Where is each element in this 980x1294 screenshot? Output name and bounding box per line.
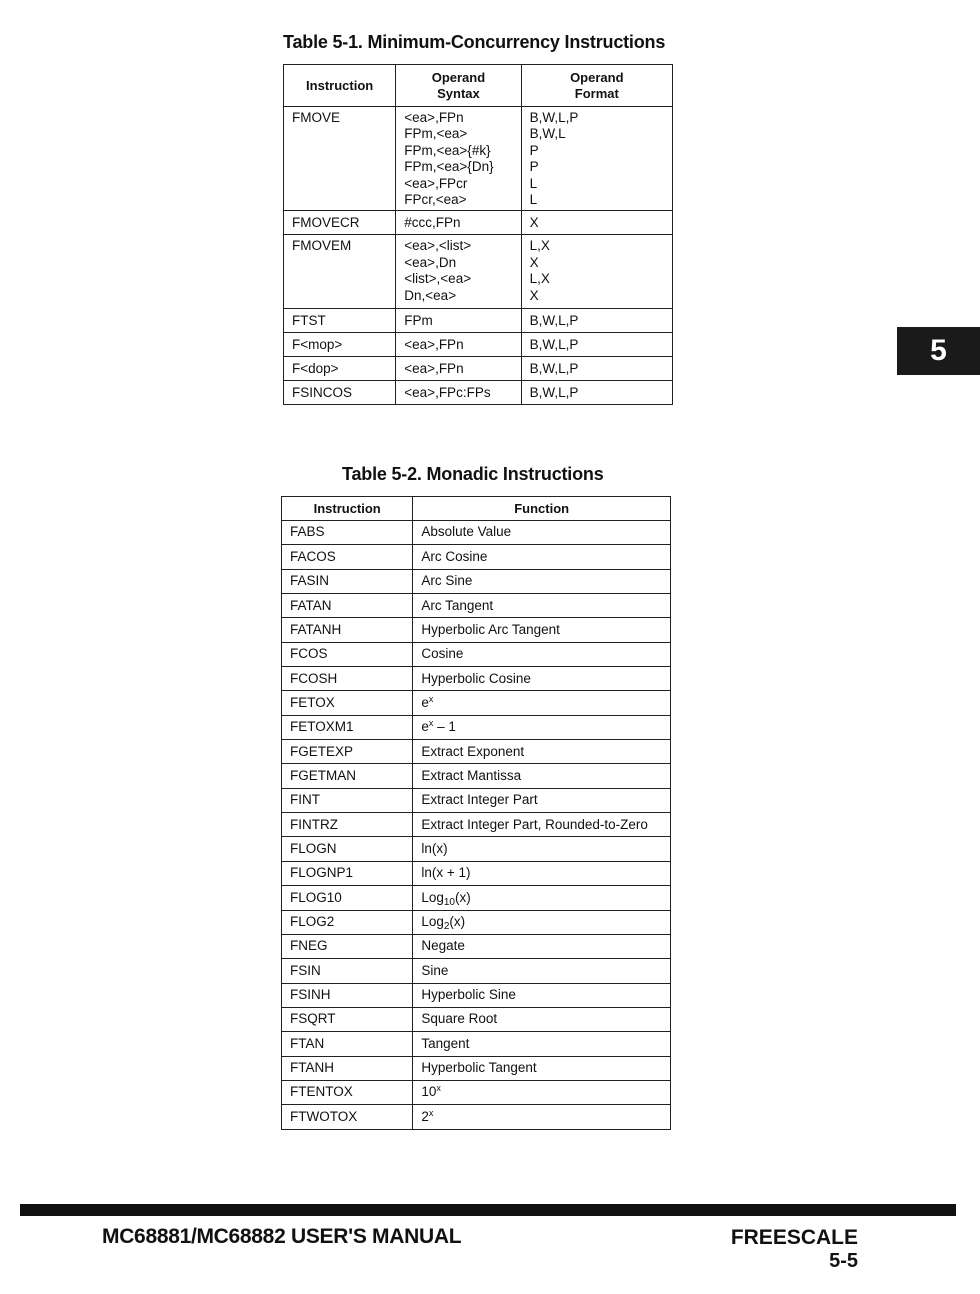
function-cell: Hyperbolic Sine	[413, 983, 671, 1007]
instruction-cell: FGETEXP	[282, 740, 413, 764]
operand-syntax-cell: <ea>,FPn	[396, 333, 521, 357]
function-cell	[413, 910, 671, 934]
instruction-cell: FATANH	[282, 618, 413, 642]
table-row	[282, 959, 671, 983]
operand-syntax-cell: <ea>,FPn	[396, 357, 521, 381]
function-tail: – 1	[433, 719, 456, 735]
table-row	[284, 107, 673, 211]
function-cell: Sine	[413, 959, 671, 983]
function-subscript: 10	[443, 896, 455, 908]
table-row	[282, 715, 671, 739]
function-cell: Tangent	[413, 1032, 671, 1056]
table-row	[282, 594, 671, 618]
instruction-cell: FSQRT	[282, 1007, 413, 1031]
function-cell: Extract Mantissa	[413, 764, 671, 788]
instruction-cell: FETOXM1	[282, 715, 413, 739]
instruction-cell: FABS	[282, 521, 413, 545]
function-cell: Extract Exponent	[413, 740, 671, 764]
operand-format-cell: B,W,L,P	[521, 381, 672, 405]
instruction-cell: FINTRZ	[282, 813, 413, 837]
operand-format-cell: X	[521, 211, 672, 235]
instruction-cell: FNEG	[282, 934, 413, 958]
function-cell: Hyperbolic Tangent	[413, 1056, 671, 1080]
table-row	[282, 618, 671, 642]
instruction-cell: FACOS	[282, 545, 413, 569]
instruction-cell: FMOVECR	[284, 211, 396, 235]
function-cell: Hyperbolic Cosine	[413, 667, 671, 691]
instruction-cell: FTST	[284, 309, 396, 333]
function-cell	[413, 715, 671, 739]
table-row	[282, 1032, 671, 1056]
header-instruction: Instruction	[282, 497, 413, 521]
page-number: 5-5	[829, 1250, 858, 1272]
instruction-cell: FTENTOX	[282, 1080, 413, 1104]
instruction-cell: FSINCOS	[284, 381, 396, 405]
function-cell: Arc Tangent	[413, 594, 671, 618]
table-row	[282, 934, 671, 958]
function-cell: ln(x + 1)	[413, 861, 671, 885]
function-cell: Absolute Value	[413, 521, 671, 545]
instruction-cell: FSIN	[282, 959, 413, 983]
table-header-row	[282, 497, 671, 521]
function-subscript: 2	[443, 920, 450, 932]
table-5-2-title: Table 5-2. Monadic Instructions	[342, 464, 604, 484]
function-superscript: x	[428, 1107, 434, 1118]
table-row	[284, 381, 673, 405]
instruction-cell: FINT	[282, 788, 413, 812]
function-base: 10	[421, 1084, 437, 1100]
instruction-cell: FTANH	[282, 1056, 413, 1080]
operand-format-cell: B,W,L,P B,W,L P P L L	[521, 107, 672, 211]
header-function: Function	[413, 497, 671, 521]
function-cell: ln(x)	[413, 837, 671, 861]
instruction-cell: FMOVE	[284, 107, 396, 211]
function-cell: Cosine	[413, 642, 671, 666]
instruction-cell: FATAN	[282, 594, 413, 618]
function-cell: Arc Cosine	[413, 545, 671, 569]
operand-syntax-cell: FPm	[396, 309, 521, 333]
function-cell: Extract Integer Part	[413, 788, 671, 812]
function-tail: (x)	[454, 889, 471, 905]
header-operand-format: Operand Format	[521, 65, 672, 107]
table-row	[282, 740, 671, 764]
function-superscript: x	[436, 1083, 441, 1094]
operand-format-cell: B,W,L,P	[521, 309, 672, 333]
instruction-cell: FLOGN	[282, 837, 413, 861]
operand-syntax-cell: <ea>,FPc:FPs	[396, 381, 521, 405]
instruction-cell: FTWOTOX	[282, 1105, 413, 1129]
table-row	[282, 691, 671, 715]
table-row	[282, 521, 671, 545]
table-row	[282, 813, 671, 837]
table-row	[282, 1105, 671, 1129]
function-cell	[413, 1105, 671, 1129]
instruction-cell: FLOG2	[282, 910, 413, 934]
table-row	[284, 235, 673, 309]
function-cell: Hyperbolic Arc Tangent	[413, 618, 671, 642]
instruction-cell: FCOS	[282, 642, 413, 666]
table-row	[282, 1080, 671, 1104]
operand-format-cell: L,X X L,X X	[521, 235, 672, 309]
chapter-tab: 5	[897, 327, 980, 375]
function-superscript: x	[428, 718, 434, 729]
operand-syntax-cell: <ea>,FPn FPm,<ea> FPm,<ea>{#k} FPm,<ea>{Dn} <ea>,FPcr FPcr,<ea>	[396, 107, 521, 211]
table-row	[282, 788, 671, 812]
footer-rule	[20, 1204, 956, 1216]
table-row	[282, 983, 671, 1007]
instruction-cell: FETOX	[282, 691, 413, 715]
function-base: Log	[421, 913, 444, 929]
instruction-cell: FLOG10	[282, 886, 413, 910]
function-base: 2	[421, 1108, 429, 1124]
operand-syntax-cell: #ccc,FPn	[396, 211, 521, 235]
function-cell	[413, 1080, 671, 1104]
function-cell: Extract Integer Part, Rounded-to-Zero	[413, 813, 671, 837]
table-row	[282, 569, 671, 593]
function-base: e	[421, 694, 429, 710]
operand-format-cell: B,W,L,P	[521, 333, 672, 357]
table-row	[282, 667, 671, 691]
instruction-cell: FSINH	[282, 983, 413, 1007]
instruction-cell: F<dop>	[284, 357, 396, 381]
table-row	[284, 357, 673, 381]
table-row	[284, 309, 673, 333]
function-cell: Square Root	[413, 1007, 671, 1031]
minimum-concurrency-table	[283, 64, 673, 405]
function-tail: (x)	[449, 913, 466, 929]
instruction-cell: FASIN	[282, 569, 413, 593]
instruction-cell: FGETMAN	[282, 764, 413, 788]
table-row	[282, 886, 671, 910]
instruction-cell: FMOVEM	[284, 235, 396, 309]
table-row	[282, 1056, 671, 1080]
function-superscript: x	[428, 693, 434, 704]
table-row	[284, 333, 673, 357]
header-instruction: Instruction	[284, 65, 396, 107]
table-row	[282, 837, 671, 861]
function-base: e	[421, 719, 429, 735]
brand-name: FREESCALE	[730, 1226, 858, 1249]
operand-syntax-cell: <ea>,<list> <ea>,Dn <list>,<ea> Dn,<ea>	[396, 235, 521, 309]
function-cell	[413, 886, 671, 910]
operand-format-cell: B,W,L,P	[521, 357, 672, 381]
table-row	[282, 910, 671, 934]
table-row	[282, 642, 671, 666]
monadic-instructions-table	[281, 496, 671, 1130]
function-cell: Arc Sine	[413, 569, 671, 593]
function-cell: Negate	[413, 934, 671, 958]
table-row	[282, 764, 671, 788]
function-cell	[413, 691, 671, 715]
table-5-1-title: Table 5-1. Minimum-Concurrency Instructions	[283, 32, 666, 52]
header-operand-syntax: Operand Syntax	[396, 65, 521, 107]
instruction-cell: F<mop>	[284, 333, 396, 357]
table-row	[282, 545, 671, 569]
table-header-row	[284, 65, 673, 107]
table-row	[282, 861, 671, 885]
instruction-cell: FLOGNP1	[282, 861, 413, 885]
table-row	[282, 1007, 671, 1031]
manual-title: MC68881/MC68882 USER'S MANUAL	[102, 1225, 462, 1248]
function-base: Log	[421, 889, 444, 905]
table-row	[284, 211, 673, 235]
monadic-table-body	[282, 521, 671, 1130]
instruction-cell: FTAN	[282, 1032, 413, 1056]
instruction-cell: FCOSH	[282, 667, 413, 691]
